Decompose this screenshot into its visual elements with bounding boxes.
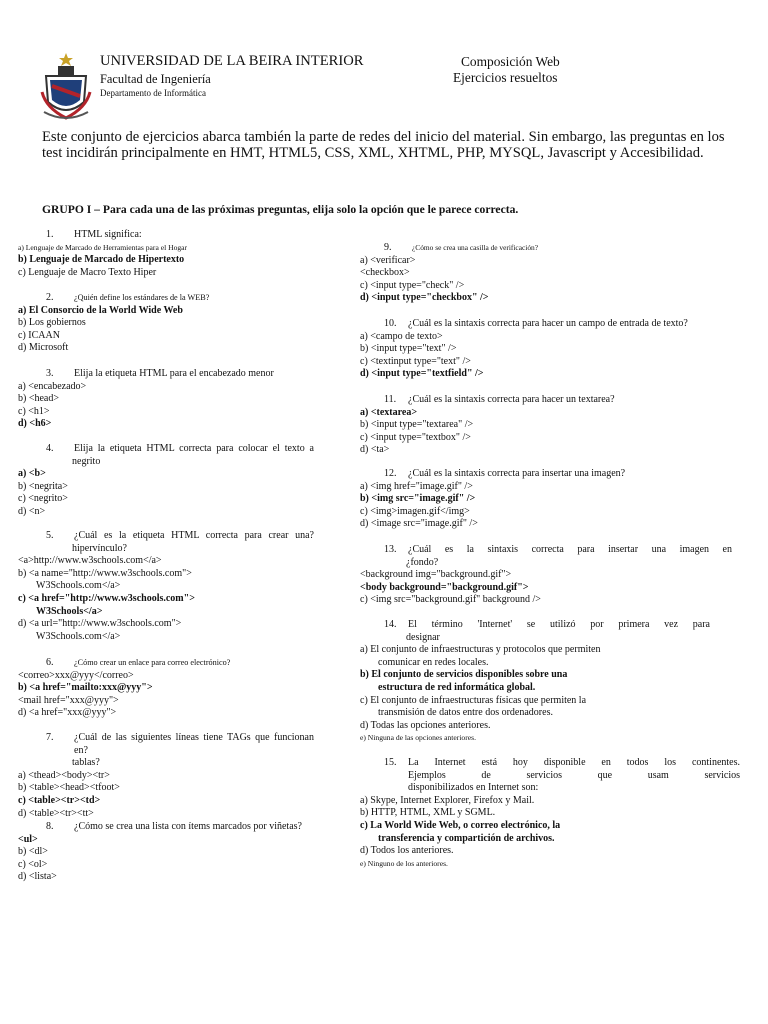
question-text: HTML significa: [74, 229, 142, 240]
university-name: UNIVERSIDAD DE LA BEIRA INTERIOR [100, 53, 364, 69]
answer-option: a) <verificar> [360, 254, 416, 266]
answer-option: d) <n> [18, 505, 46, 517]
question-number: 15. [384, 757, 397, 768]
answer-option: d) <a href="xxx@yyy"> [18, 707, 117, 719]
question-3 [18, 368, 314, 431]
answer-option: d) <table><tr><tt> [18, 807, 94, 819]
answer-option: W3Schools.com</a> [36, 580, 121, 592]
question-number: 12. [384, 468, 397, 479]
question-text: designar [406, 631, 440, 643]
question-8 [18, 821, 314, 884]
question-text: ¿Cuál es la sintaxis correcta para hacer un textarea? [408, 394, 615, 405]
answer-option: a) Lenguaje de Marcado de Herramientas para el Hogar [18, 242, 188, 252]
answer-option: <body background="background.gif"> [360, 581, 529, 593]
question-text: ¿Cuál de las siguientes líneas tiene TAGs que funcionan en? [74, 732, 314, 756]
question-7 [18, 732, 314, 820]
answer-option: b) <a name="http://www.w3schools.com"> [18, 567, 192, 579]
answer-option: estructura de red informática global. [378, 681, 536, 693]
question-9 [360, 242, 754, 305]
question-text: ¿Quién define los estándares de la WEB? [74, 293, 210, 302]
answer-option: d) <image src="image.gif" /> [360, 518, 478, 530]
question-number: 9. [384, 242, 392, 253]
answer-option: c) Lenguaje de Macro Texto Hiper [18, 266, 157, 278]
answer-option: a) <thead><body><tr> [18, 769, 110, 781]
question-text: ¿Cuál es la sintaxis correcta para insertar una imagen? [408, 468, 626, 479]
course-title: Composición Web [461, 54, 560, 69]
answer-option: W3Schools.com</a> [36, 630, 121, 642]
question-text: ¿fondo? [406, 556, 439, 568]
answer-option: c) <img>imagen.gif</img> [360, 505, 470, 517]
answer-option: d) <lista> [18, 871, 57, 883]
question-text: Ejemplos de servicios que usam servicios [408, 769, 740, 781]
answer-option: a) <textarea> [360, 406, 418, 418]
answer-option: transmisión de datos entre dos ordenadores. [378, 707, 553, 719]
question-11 [360, 394, 710, 457]
answer-option: c) La World Wide Web, o correo electrónico, la [360, 819, 561, 831]
answer-option: d) Todas las opciones anteriores. [360, 719, 491, 731]
university-crest-icon [40, 52, 92, 122]
answer-option: b) <img src="image.gif" /> [360, 493, 476, 505]
department-name: Departamento de Informática [100, 88, 206, 98]
answer-option: c) <input type="check" /> [360, 279, 465, 291]
question-4 [18, 443, 314, 519]
question-text: ¿Cuál es la sintaxis correcta para hacer un campo de entrada de texto? [408, 318, 688, 329]
question-text: Elija la etiqueta HTML para el encabezado menor [74, 368, 274, 379]
answer-option: c) <ol> [18, 858, 48, 870]
answer-option: c) <textinput type="text" /> [360, 355, 471, 367]
answer-option: a) El conjunto de infraestructuras y protocolos que permiten [360, 644, 601, 656]
question-number: 5. [46, 530, 54, 541]
question-number: 10. [384, 318, 397, 329]
answer-option: c) <img src="background.gif" background /> [360, 594, 541, 606]
answer-option: a) <campo de texto> [360, 330, 443, 342]
question-number: 1. [46, 229, 54, 240]
answer-option: <correo>xxx@yyy</correo> [18, 669, 134, 681]
answer-option: d) <a url="http://www.w3schools.com"> [18, 618, 182, 630]
question-number: 11. [384, 394, 397, 405]
answer-option: b) HTTP, HTML, XML y SGML. [360, 807, 496, 819]
answer-option: a) Skype, Internet Explorer, Firefox y Mail. [360, 794, 535, 806]
answer-option: c) <input type="textbox" /> [360, 431, 471, 443]
answer-option: d) Todos los anteriores. [360, 845, 454, 857]
question-text: ¿Cuál es la sintaxis correcta para insertar una imagen en [408, 544, 732, 555]
answer-option: b) El conjunto de servicios disponibles sobre una [360, 669, 568, 681]
question-15 [360, 757, 740, 870]
question-text: ¿Cómo se crea una lista con ítems marcados por viñetas? [74, 821, 302, 832]
answer-option: c) <h1> [18, 405, 50, 417]
answer-option: <ul> [18, 833, 38, 845]
question-text: tablas? [72, 757, 100, 769]
question-12 [360, 468, 710, 531]
question-number: 7. [46, 732, 54, 743]
question-13 [360, 544, 732, 607]
answer-option: d) <input type="textfield" /> [360, 368, 484, 380]
answer-option: a) El Consorcio de la World Wide Web [18, 304, 183, 316]
question-text: disponibilizados en Internet son: [408, 782, 539, 794]
question-number: 4. [46, 443, 54, 454]
question-number: 14. [384, 619, 397, 630]
question-number: 6. [46, 657, 54, 668]
answer-option: d) Microsoft [18, 342, 69, 354]
question-5 [18, 530, 314, 643]
answer-option: b) <dl> [18, 846, 48, 858]
question-text: Elija la etiqueta HTML correcta para colocar el texto a [74, 443, 314, 454]
document-subtitle: Ejercicios resueltos [453, 70, 558, 85]
answer-option: b) <input type="text" /> [360, 343, 457, 355]
answer-option: comunicar en redes locales. [378, 656, 489, 668]
question-2 [18, 292, 314, 355]
question-number: 13. [384, 544, 397, 555]
answer-option: d) <h6> [18, 418, 52, 430]
answer-option: b) Los gobiernos [18, 317, 86, 329]
answer-option: c) <table><tr><td> [18, 794, 101, 806]
answer-option: a) <b> [18, 468, 46, 480]
answer-option: transferencia y compartición de archivos. [378, 832, 555, 844]
question-number: 2. [46, 292, 54, 303]
question-number: 8. [46, 821, 54, 832]
question-text: ¿Cómo se crea una casilla de verificación? [412, 243, 538, 252]
group-title: GRUPO I – Para cada una de las próximas preguntas, elija solo la opción que le parece correcta. [42, 203, 519, 216]
answer-option: <a>http://www.w3schools.com</a> [18, 555, 162, 567]
answer-option: W3Schools</a> [36, 605, 103, 617]
answer-option: a) <img href="image.gif" /> [360, 480, 473, 492]
answer-option: c) <a href="http://www.w3schools.com"> [18, 592, 195, 604]
answer-option: <mail href="xxx@yyy"> [18, 694, 119, 706]
answer-option: d) <input type="checkbox" /> [360, 292, 489, 304]
question-14 [360, 619, 710, 745]
question-text: La Internet está hoy disponible en todos los continentes. [408, 757, 740, 768]
answer-option: d) <ta> [360, 444, 390, 456]
question-text: ¿Cómo crear un enlace para correo electrónico? [74, 658, 231, 667]
question-10 [360, 318, 754, 381]
answer-option: <background img="background.gif"> [360, 569, 512, 581]
intro-paragraph: Este conjunto de ejercicios abarca también la parte de redes del inicio del material. Sin embargo, las preguntas en los test incidirán principalmente en HMT, HTML5, CSS, XML, XHTML, PHP, MYSQL, Javascript y Accesibilidad. [42, 129, 725, 161]
answer-option: e) Ninguna de las opciones anteriores. [360, 733, 476, 743]
question-text: El término 'Internet' se utilizó por primera vez para [408, 619, 710, 630]
question-number: 3. [46, 368, 54, 379]
answer-option: <checkbox> [360, 267, 410, 279]
question-text: negrito [72, 455, 101, 467]
faculty-name: Facultad de Ingeniería [100, 72, 211, 86]
answer-option: b) <input type="textarea" /> [360, 419, 474, 431]
answer-option: b) <head> [18, 393, 59, 405]
question-text: hipervínculo? [72, 542, 127, 554]
question-text: ¿Cuál es la etiqueta HTML correcta para crear una? [74, 530, 314, 541]
answer-option: c) <negrito> [18, 493, 68, 505]
answer-option: c) El conjunto de infraestructuras físicas que permiten la [360, 694, 587, 706]
answer-option: b) <negrita> [18, 480, 68, 492]
answer-option: e) Ninguno de los anteriores. [360, 858, 448, 868]
answer-option: b) <table><head><tfoot> [18, 782, 120, 794]
answer-option: b) Lenguaje de Marcado de Hipertexto [18, 254, 185, 266]
question-6 [18, 657, 314, 720]
question-1 [18, 229, 314, 279]
answer-option: a) <encabezado> [18, 380, 87, 392]
answer-option: b) <a href="mailto:xxx@yyy"> [18, 682, 153, 694]
answer-option: c) ICAAN [18, 329, 60, 341]
